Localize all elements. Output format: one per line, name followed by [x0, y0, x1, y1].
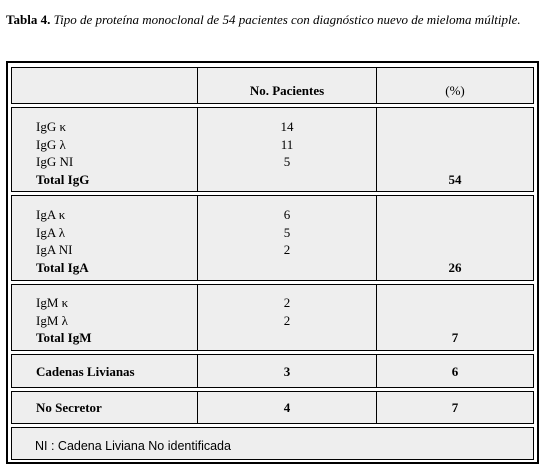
header-cell-pct	[376, 68, 533, 103]
row-label: IgG κ	[36, 119, 67, 134]
row-label: IgG λ	[36, 136, 66, 152]
header-pct: (%)	[445, 83, 465, 98]
label-cell	[12, 196, 197, 280]
footnote: NI : Cadena Liviana No identificada	[35, 439, 231, 453]
row-count: 2	[283, 312, 291, 328]
row-label: Cadenas Livianas	[36, 364, 135, 379]
row-cadenas-livianas	[11, 354, 534, 388]
row-count: 2	[283, 242, 291, 257]
row-label: IgG NI	[36, 154, 74, 169]
total-label: Total IgG	[36, 171, 90, 187]
row-no-secretor	[11, 391, 534, 424]
row-count: 3	[283, 364, 291, 379]
row-count: 5	[283, 154, 291, 169]
header-row	[11, 67, 534, 104]
count-cell	[197, 355, 376, 387]
label-cell	[12, 355, 197, 387]
row-pct: 7	[451, 400, 459, 415]
header-count: No. Pacientes	[249, 83, 325, 98]
group-row-iga	[11, 195, 534, 281]
row-label: IgM κ	[36, 295, 69, 310]
label-cell	[12, 392, 197, 423]
table-caption	[6, 11, 540, 29]
pct-cell	[376, 108, 533, 191]
total-label: Total IgM	[36, 330, 92, 345]
row-count: 11	[280, 136, 294, 152]
header-cell-count	[197, 68, 376, 103]
pct-cell	[376, 196, 533, 280]
label-cell	[12, 285, 197, 350]
count-cell	[197, 392, 376, 423]
count-cell	[197, 285, 376, 350]
group-row-igm	[11, 284, 534, 351]
row-count: 2	[283, 295, 291, 310]
total-pct: 54	[448, 171, 462, 187]
group-row-igg	[11, 107, 534, 192]
row-label: IgM λ	[36, 312, 68, 328]
row-count: 4	[283, 400, 291, 415]
row-label: IgA κ	[36, 207, 66, 222]
row-label: No Secretor	[36, 400, 102, 415]
total-pct: 26	[448, 259, 462, 275]
pct-cell	[376, 355, 533, 387]
row-label: IgA λ	[36, 224, 66, 240]
count-cell	[197, 108, 376, 191]
label-cell	[12, 108, 197, 191]
pct-cell	[376, 285, 533, 350]
total-label: Total IgA	[36, 259, 89, 275]
row-label: IgA NI	[36, 242, 73, 257]
data-table	[6, 61, 539, 464]
caption-label: Tabla 4.	[6, 12, 51, 27]
row-count: 14	[280, 119, 294, 134]
header-cell-label	[12, 68, 197, 103]
row-count: 6	[283, 207, 291, 222]
row-pct: 6	[451, 364, 459, 379]
caption-text: Tipo de proteína monoclonal de 54 pacientes con diagnóstico nuevo de mieloma múltiple.	[53, 12, 521, 27]
total-pct: 7	[451, 330, 459, 345]
footnote-row	[11, 427, 534, 460]
row-count: 5	[283, 224, 291, 240]
pct-cell	[376, 392, 533, 423]
count-cell	[197, 196, 376, 280]
